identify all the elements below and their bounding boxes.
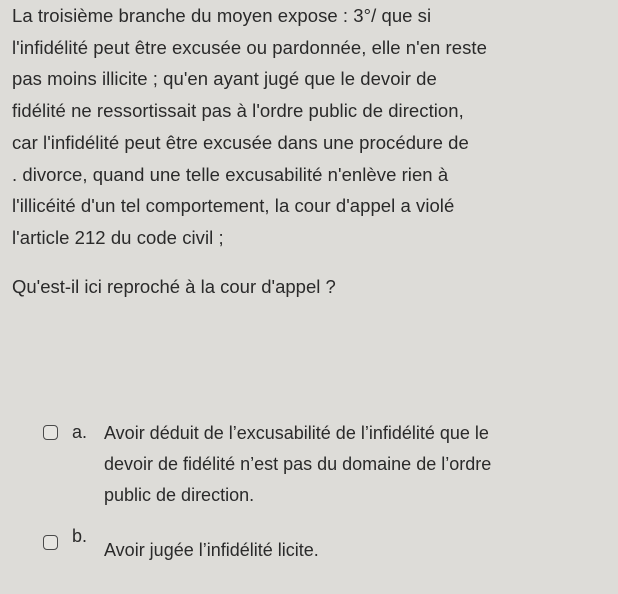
option-a-line: public de direction.	[104, 485, 255, 505]
passage-line: fidélité ne ressortissait pas à l'ordre public de direction,	[12, 100, 464, 122]
passage-line: l'infidélité peut être excusée ou pardonnée, elle n'en reste	[12, 36, 487, 58]
passage-line: l'illicéité d'un tel comportement, la cour d'appel a violé	[12, 195, 455, 217]
option-a-checkbox[interactable]	[43, 425, 58, 440]
option-a-line: Avoir déduit de l’excusabilité de l’infidélité que le	[104, 423, 489, 443]
option-b-letter: b.	[72, 526, 88, 546]
option-b-checkbox[interactable]	[43, 535, 58, 550]
option-b-text[interactable]	[104, 535, 604, 566]
passage-line: La troisième branche du moyen expose : 3°/ que si	[12, 5, 432, 26]
option-a-text[interactable]	[104, 418, 604, 511]
option-a-line: devoir de fidélité n’est pas du domaine de l’ordre	[104, 454, 492, 474]
passage-line: . divorce, quand une telle excusabilité n'enlève rien à	[12, 163, 449, 185]
passage-line: car l'infidélité peut être excusée dans une procédure de	[12, 131, 469, 153]
option-b-line: Avoir jugée l’infidélité licite.	[104, 540, 319, 560]
question-text: Qu'est-il ici reproché à la cour d'appel ?	[12, 276, 336, 297]
passage-text	[12, 0, 612, 254]
option-a-letter: a.	[72, 422, 88, 442]
passage-line: pas moins illicite ; qu'en ayant jugé que le devoir de	[12, 68, 437, 90]
passage-line: l'article 212 du code civil ;	[12, 226, 224, 248]
